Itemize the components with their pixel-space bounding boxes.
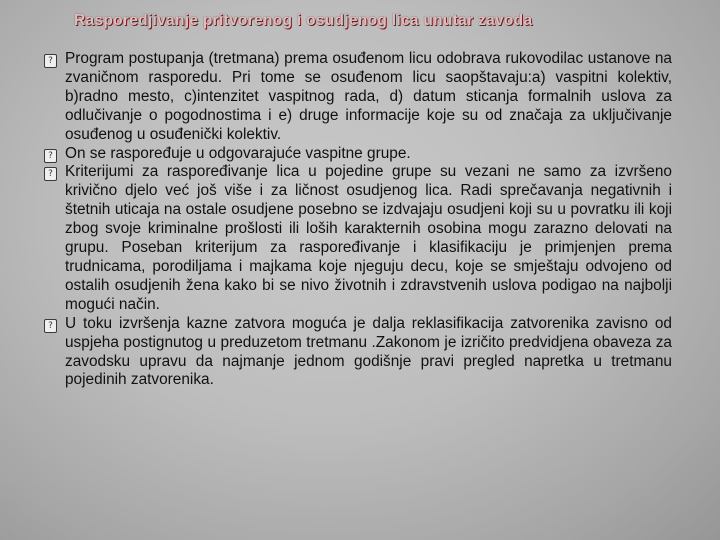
bullet-item <box>0 163 720 314</box>
bullet-marker-icon: ? <box>44 319 57 333</box>
bullet-text: Kriterijumi za raspoređivanje lica u pojedine grupe su vezani ne samo za izvršeno krivično djelo već još više i za ličnost osudjenog lica. Radi sprečavanja negativnih i štetnih uticaja na ostale osudjene posebno se izdvajaju osudjeni koji su u povratku ili koji zbog svoje kriminalne prošlosti ili loših karakternih osobina mogu zarazno delovati na grupu. Poseban kriterijum za raspoređivanje i klasifikaciju je primjenjen prema trudnicama, porodiljama i majkama koje njeguju decu, koje se smještaju odvojeno od ostalih osudjenih žena kako bi se nivo životnih i zdravstvenih uslova podigao na najbolji mogući način. <box>65 163 672 313</box>
bullet-item <box>0 50 720 145</box>
bullet-text: U toku izvršenja kazne zatvora moguća je dalja reklasifikacija zatvorenika zavisno od uspjeha postignutog u preduzetom tretmanu .Zakonom je izričito predvidjena obaveza za zavodsku upravu da najmanje jednom godišnje pravi pregled napretka u tretmanu pojedinih zatvorenika. <box>65 314 672 389</box>
bullet-marker-icon: ? <box>44 167 57 181</box>
bullet-item <box>0 145 720 164</box>
bullet-marker-icon: ? <box>44 54 57 68</box>
bullet-text: Program postupanja (tretmana) prema osuđenom licu odobrava rukovodilac ustanove na zvaničnom rasporedu. Pri tome se osuđenom licu saopštavaju:a) vaspitni kolektiv, b)radno mesto, c)intenzitet vaspitnog rada, d) datum sticanja formalnih uslova za odlučivanje o pogodnostima i e) druge informacije koje su od značaja za uključivanje osuđenog u osuđenički kolektiv. <box>65 50 672 143</box>
bullet-marker-icon: ? <box>44 149 57 163</box>
slide-title: Rasporedjivanje pritvorenog i osudjenog lica unutar zavoda <box>74 12 533 29</box>
bullet-text: On se raspoređuje u odgovarajuće vaspitne grupe. <box>65 144 411 162</box>
bullet-item <box>0 315 720 391</box>
bullet-list <box>0 50 720 390</box>
